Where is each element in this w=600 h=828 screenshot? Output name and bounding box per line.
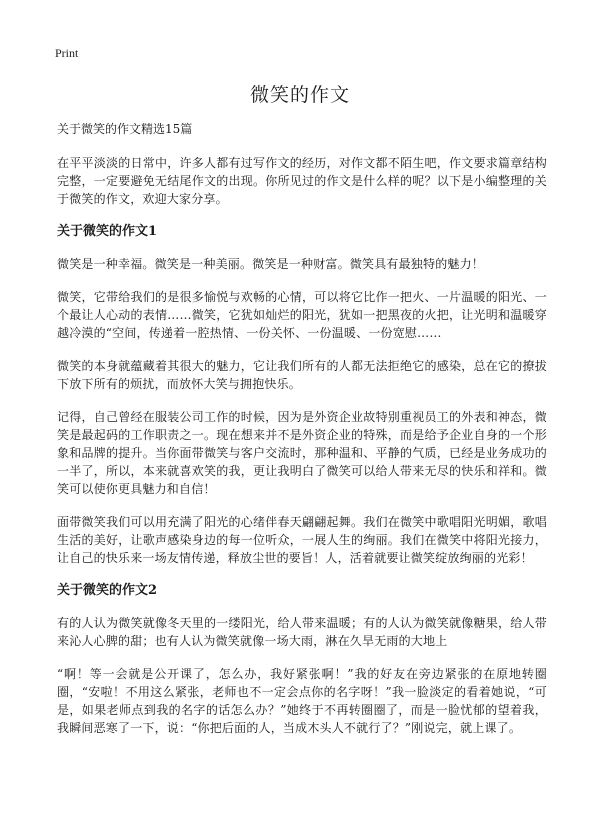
section-2-paragraph-1: 有的人认为微笑就像冬天里的一缕阳光，给人带来温暖；有的人认为微笑就像糖果，给人带来沁人心脾的甜；也有人认为微笑就像一场大雨，淋在久旱无雨的大地上 [57,616,547,648]
intro-paragraph: 在平平淡淡的日常中，许多人都有过写作文的经历，对作文都不陌生吧，作文要求篇章结构完整，一定要避免无结尾作文的出现。你所见过的作文是什么样的呢？以下是小编整理的关于微笑的作文，欢迎大家分享。 [57,156,547,206]
section-1-paragraph-3: 微笑的本身就蕴藏着其很大的魅力，它让我们所有的人都无法拒绝它的感染，总在它的撩拔下放下所有的烦扰，而放怀大笑与拥抱快乐。 [57,359,547,391]
section-1-paragraph-1: 微笑是一种幸福。微笑是一种美丽。微笑是一种财富。微笑具有最独特的魅力！ [57,257,485,271]
section-heading-1: 关于微笑的作文1 [57,224,158,239]
article-subtitle: 关于微笑的作文精选15篇 [57,122,193,136]
section-1-paragraph-5: 面带微笑我们可以用充满了阳光的心绪伴春天翩翩起舞。我们在微笑中歌唱阳光明媚，歌唱生活的美好，让歌声感染身边的每一位听众，一展人生的绚丽。我们在微笑中将阳光接力，让自己的快乐来一场友情传递，释放尘世的要旨！人，活着就要让微笑绽放绚丽的光彩！ [57,515,547,565]
print-link[interactable]: Print [55,46,79,60]
page-title: 微笑的作文 [249,84,350,106]
section-1-paragraph-2: 微笑，它带给我们的是很多愉悦与欢畅的心情，可以将它比作一把火、一片温暖的阳光、一个最让人心动的表情……微笑，它犹如灿烂的阳光，犹如一把黑夜的火把，让光明和温暖穿越冷漠的“空间，传递着一腔热情、一份关怀、一份温暖、一份宽慰…… [57,290,547,340]
section-heading-2: 关于微笑的作文2 [57,583,158,598]
article-body [57,120,547,752]
section-1-paragraph-4: 记得，自己曾经在服装公司工作的时候，因为是外资企业故特别重视员工的外表和神态，微笑是最起码的工作职责之一。现在想来并不是外资企业的特殊，而是给予企业自身的一个形象和品牌的提升。当你面带微笑与客户交流时，那种温和、平静的气质，已经是业务成功的一半了，所以，本来就喜欢笑的我，更让我明白了微笑可以给人带来无尽的快乐和祥和。微笑可以使你更具魅力和自信！ [57,410,547,496]
section-2-paragraph-2: “啊！等一会就是公开课了，怎么办，我好紧张啊！”我的好友在旁边紧张的在原地转圈圈，“安啦！不用这么紧张，老师也不一定会点你的名字呀！”我一脸淡定的看着她说，“可是，如果老师点到我的名字的话怎么办？”她终于不再转圈圈了，而是一脸忧郁的望着我，我瞬间恶寒了一下，说：“你把后面的人，当成木头人不就行了？”刚说完，就上课了。 [57,667,547,735]
